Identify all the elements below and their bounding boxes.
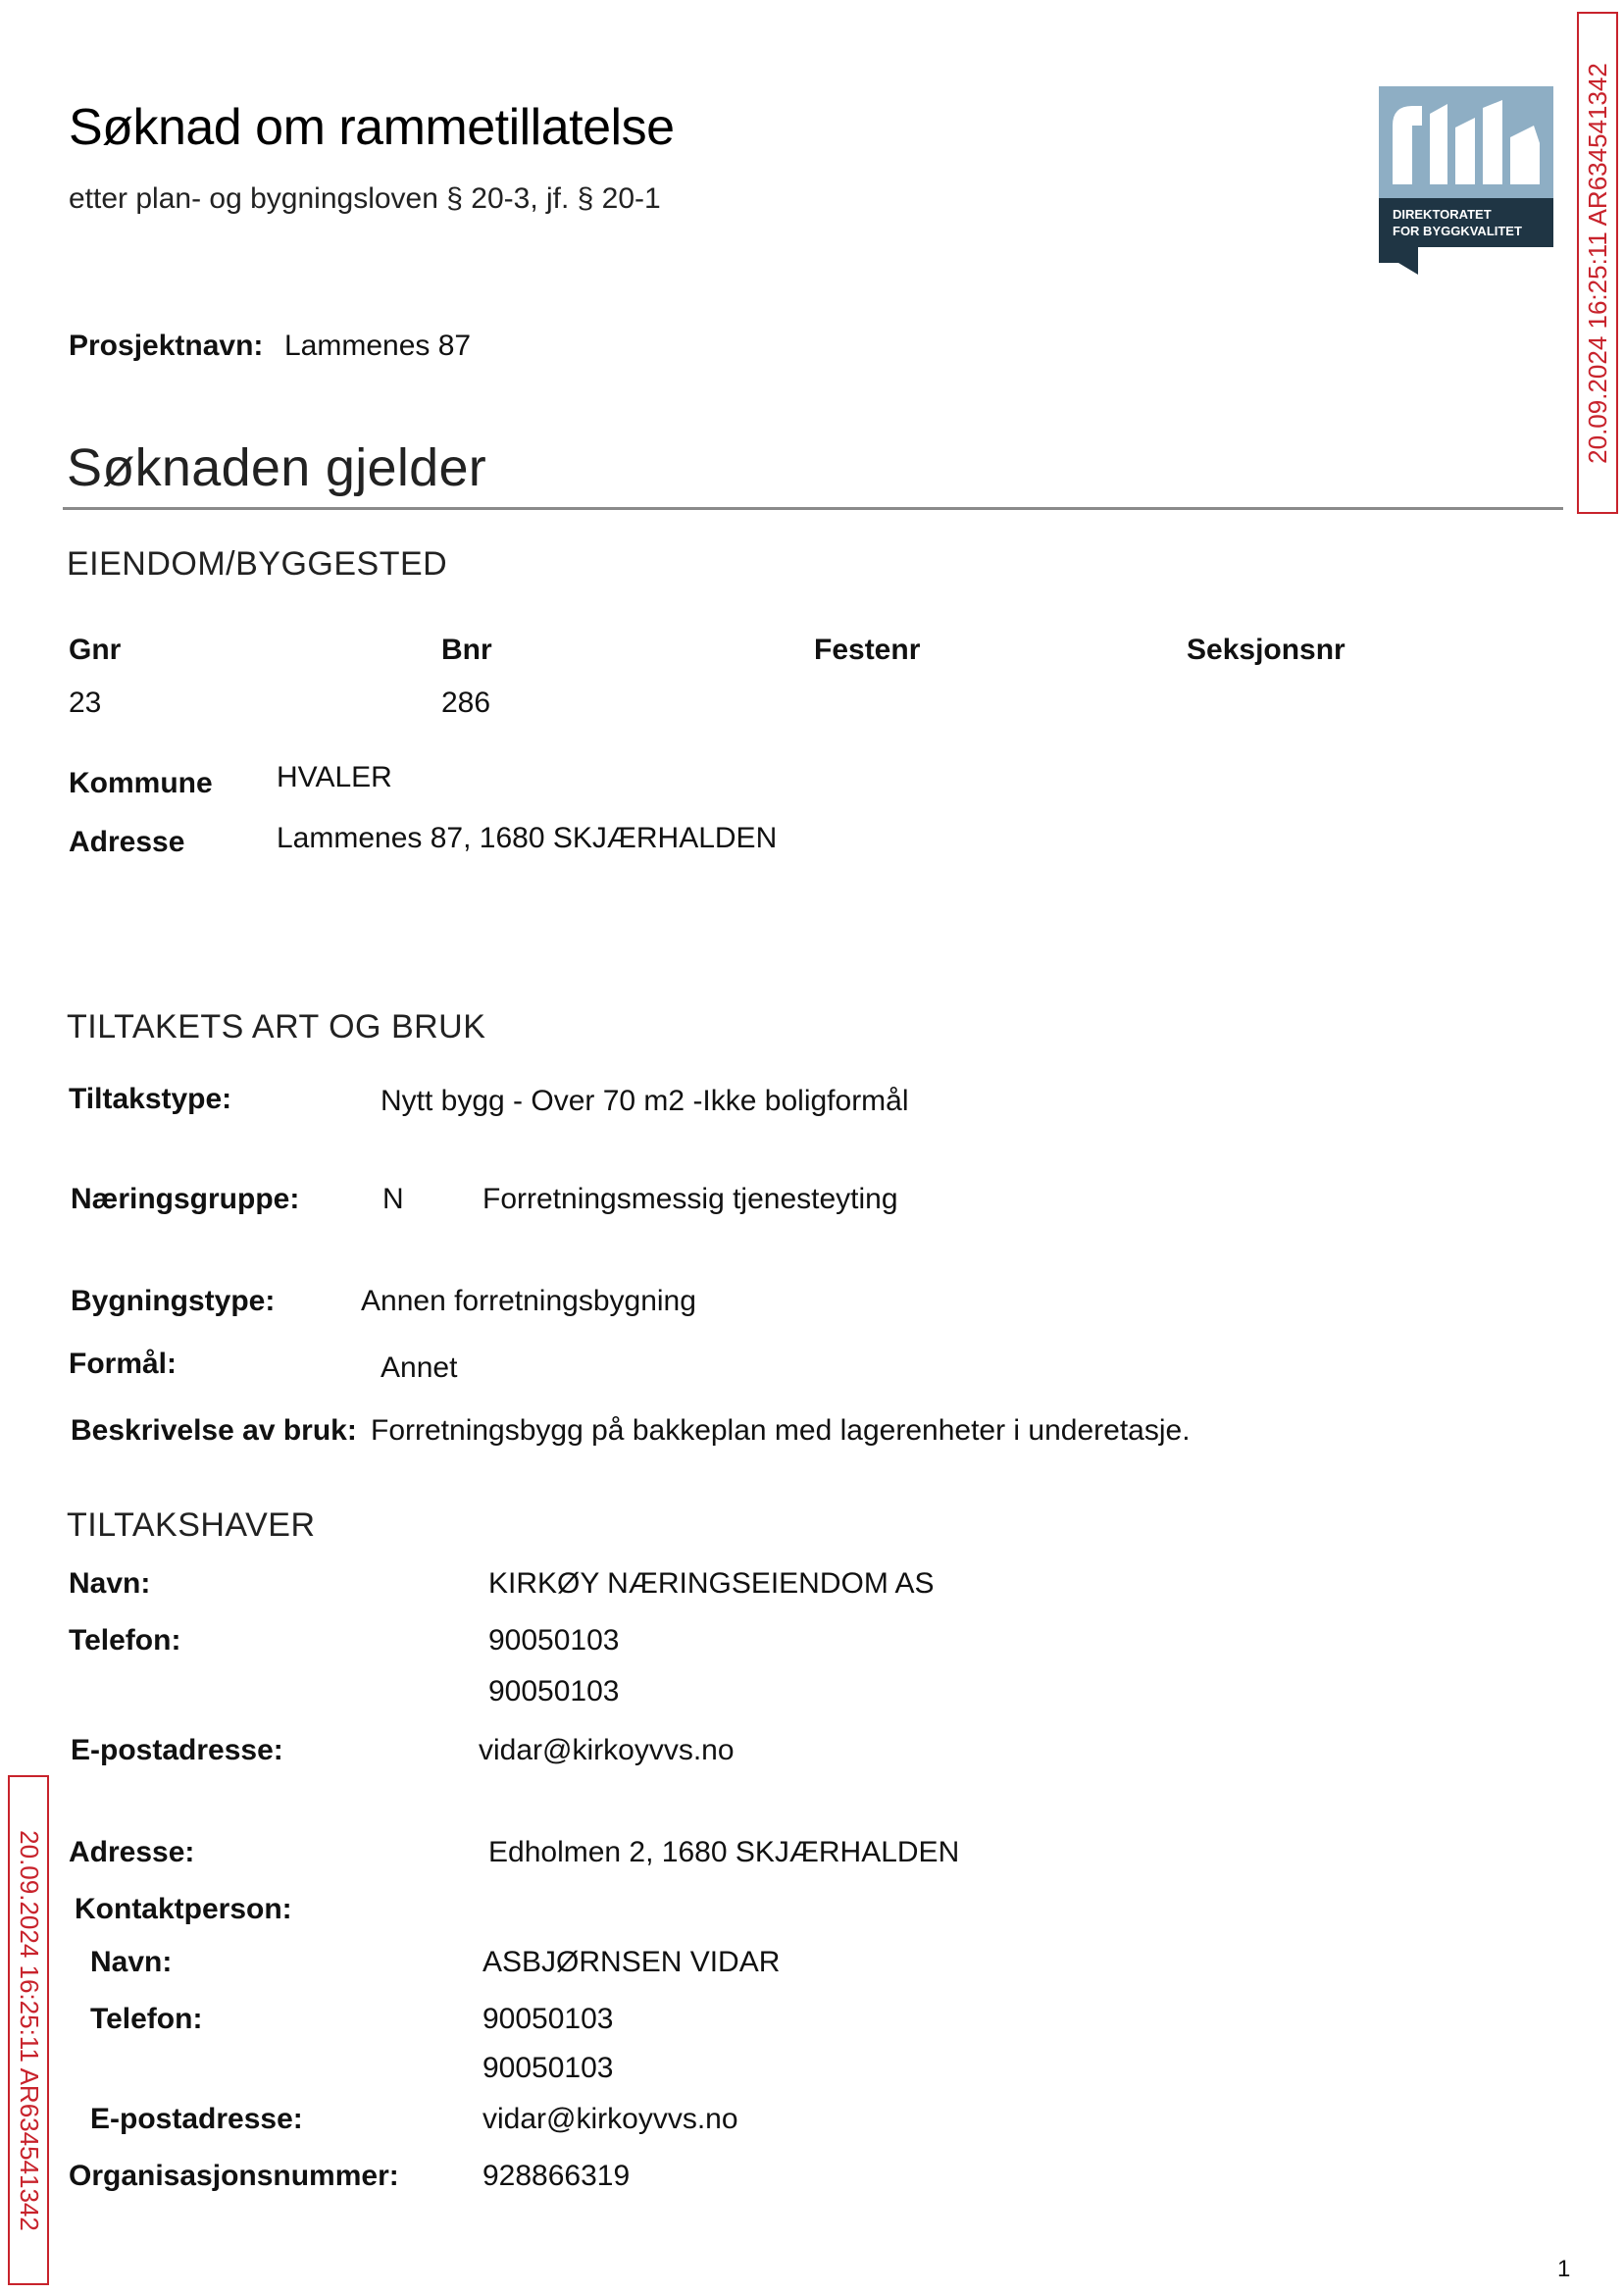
- property-heading: EIENDOM/BYGGESTED: [67, 545, 448, 583]
- tiltakstype-value: Nytt bygg - Over 70 m2 -Ikke boligformål: [381, 1085, 909, 1117]
- timestamp-stamp-left: [8, 1775, 49, 2285]
- adresse-value: Lammenes 87, 1680 SKJÆRHALDEN: [277, 822, 778, 854]
- kontakt-telefon-value-1: 90050103: [482, 2003, 614, 2035]
- timestamp-stamp-top: [1577, 12, 1618, 514]
- bygningstype-value: Annen forretningsbygning: [361, 1285, 696, 1317]
- logo-text-line2: FOR BYGGKVALITET: [1393, 224, 1522, 238]
- epost-value: vidar@kirkoyvvs.no: [479, 1734, 735, 1766]
- kontakt-navn-value: ASBJØRNSEN VIDAR: [482, 1946, 781, 1978]
- beskrivelse-label: Beskrivelse av bruk:: [71, 1414, 357, 1447]
- orgnr-value: 928866319: [482, 2160, 631, 2192]
- naeringsgruppe-code: N: [382, 1183, 404, 1215]
- tiltakshaver-adresse-label: Adresse:: [69, 1836, 195, 1868]
- section-divider: [63, 507, 1563, 510]
- kommune-value: HVALER: [277, 761, 392, 793]
- stamp-text: 20.09.2024 16:25:11 AR634541342: [1582, 62, 1612, 464]
- bygningstype-label: Bygningstype:: [71, 1285, 276, 1317]
- stamp-text: 20.09.2024 16:25:11 AR634541342: [14, 1829, 44, 2231]
- dibk-logo-icon: [1379, 86, 1553, 275]
- logo-text-line1: DIREKTORATET: [1393, 207, 1492, 222]
- kontaktperson-label: Kontaktperson:: [75, 1893, 292, 1925]
- tiltakshaver-heading: TILTAKSHAVER: [67, 1506, 316, 1544]
- kontakt-telefon-value-2: 90050103: [482, 2052, 614, 2084]
- project-name-label: Prosjektnavn:: [69, 330, 264, 362]
- tiltakstype-label: Tiltakstype:: [69, 1083, 232, 1115]
- navn-label: Navn:: [69, 1567, 151, 1600]
- kontakt-telefon-label: Telefon:: [90, 2003, 203, 2035]
- tiltakshaver-adresse-value: Edholmen 2, 1680 SKJÆRHALDEN: [488, 1836, 960, 1868]
- gnr-value: 23: [69, 687, 102, 719]
- section-title: Søknaden gjelder: [67, 438, 487, 497]
- kontakt-navn-label: Navn:: [90, 1946, 173, 1978]
- beskrivelse-value: Forretningsbygg på bakkeplan med lagerenheter i underetasje.: [371, 1414, 1191, 1447]
- telefon-label: Telefon:: [69, 1624, 181, 1657]
- navn-value: KIRKØY NÆRINGSEIENDOM AS: [488, 1567, 935, 1600]
- tiltak-heading: TILTAKETS ART OG BRUK: [67, 1008, 486, 1045]
- orgnr-label: Organisasjonsnummer:: [69, 2160, 399, 2192]
- bnr-value: 286: [441, 687, 491, 719]
- adresse-label: Adresse: [69, 826, 185, 858]
- project-name-value: Lammenes 87: [284, 330, 472, 362]
- telefon-value-2: 90050103: [488, 1675, 620, 1708]
- formal-value: Annet: [381, 1351, 458, 1384]
- kontakt-epost-label: E-postadresse:: [90, 2103, 303, 2135]
- document-subtitle: etter plan- og bygningsloven § 20-3, jf. § 20-1: [69, 182, 661, 215]
- kontakt-epost-value: vidar@kirkoyvvs.no: [482, 2103, 738, 2135]
- telefon-value-1: 90050103: [488, 1624, 620, 1657]
- dibk-logo: [1379, 86, 1553, 275]
- page-number: 1: [1557, 2256, 1571, 2282]
- kommune-label: Kommune: [69, 767, 213, 799]
- naeringsgruppe-label: Næringsgruppe:: [71, 1183, 300, 1215]
- bnr-label: Bnr: [441, 634, 492, 666]
- epost-label: E-postadresse:: [71, 1734, 283, 1766]
- document-title: Søknad om rammetillatelse: [69, 99, 675, 156]
- seksjonsnr-label: Seksjonsnr: [1187, 634, 1345, 666]
- festenr-label: Festenr: [814, 634, 921, 666]
- gnr-label: Gnr: [69, 634, 122, 666]
- formal-label: Formål:: [69, 1348, 178, 1380]
- naeringsgruppe-value: Forretningsmessig tjenesteyting: [482, 1183, 898, 1215]
